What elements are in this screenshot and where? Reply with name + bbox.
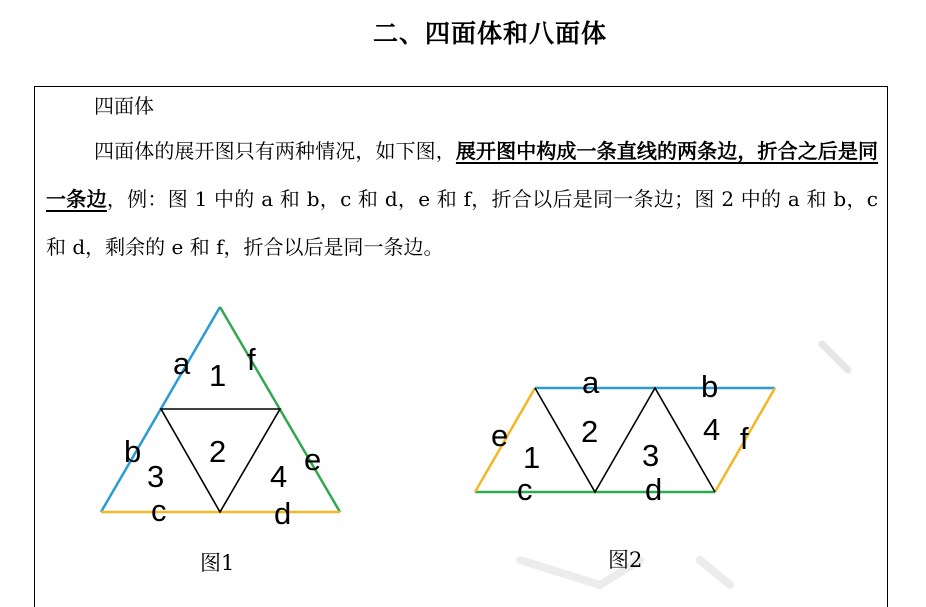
fig1-label-e: e — [304, 442, 322, 477]
fig1-label-a: a — [173, 346, 191, 381]
fig1-label-f: f — [247, 342, 256, 377]
fig1-face-4: 4 — [270, 459, 288, 494]
fig1-caption: 图1 — [200, 551, 235, 575]
fig2-face-1: 1 — [523, 440, 541, 475]
para-text-2: ，例：图 1 中的 a 和 b，c 和 d，e 和 f，折合以后是同一条边；图 2 中的 a 和 b，c 和 d，剩余的 e 和 f，折合以后是同一条边。 — [46, 187, 878, 259]
fig2-label-b: b — [701, 369, 719, 404]
fig1-face-2: 2 — [209, 434, 227, 469]
fig2-label-f: f — [740, 421, 749, 456]
para-emphasis: 展开图中构成一条直线的两条边，折合之后是同一条边 — [46, 139, 879, 211]
fig2-label-e: e — [491, 418, 509, 453]
fig2-label-a: a — [582, 365, 600, 400]
fig1-face-1: 1 — [209, 358, 227, 393]
fig1-face-3: 3 — [147, 459, 165, 494]
fig1-label-b: b — [124, 434, 142, 469]
para-text-1: 四面体的展开图只有两种情况，如下图， — [94, 139, 456, 163]
fig2-face-2: 2 — [581, 414, 599, 449]
fig2-label-d: d — [645, 472, 663, 507]
fig2-face-3: 3 — [642, 438, 660, 473]
fig2-label-c: c — [517, 472, 533, 507]
fig2-caption: 图2 — [608, 548, 643, 572]
fig2-inner-zigzag — [535, 388, 715, 492]
fig2-face-4: 4 — [703, 412, 721, 447]
subtitle: 四面体 — [94, 94, 154, 118]
fig1-label-d: d — [274, 496, 292, 531]
section-heading: 二、四面体和八面体 — [372, 19, 607, 48]
fig1-label-c: c — [151, 493, 167, 528]
